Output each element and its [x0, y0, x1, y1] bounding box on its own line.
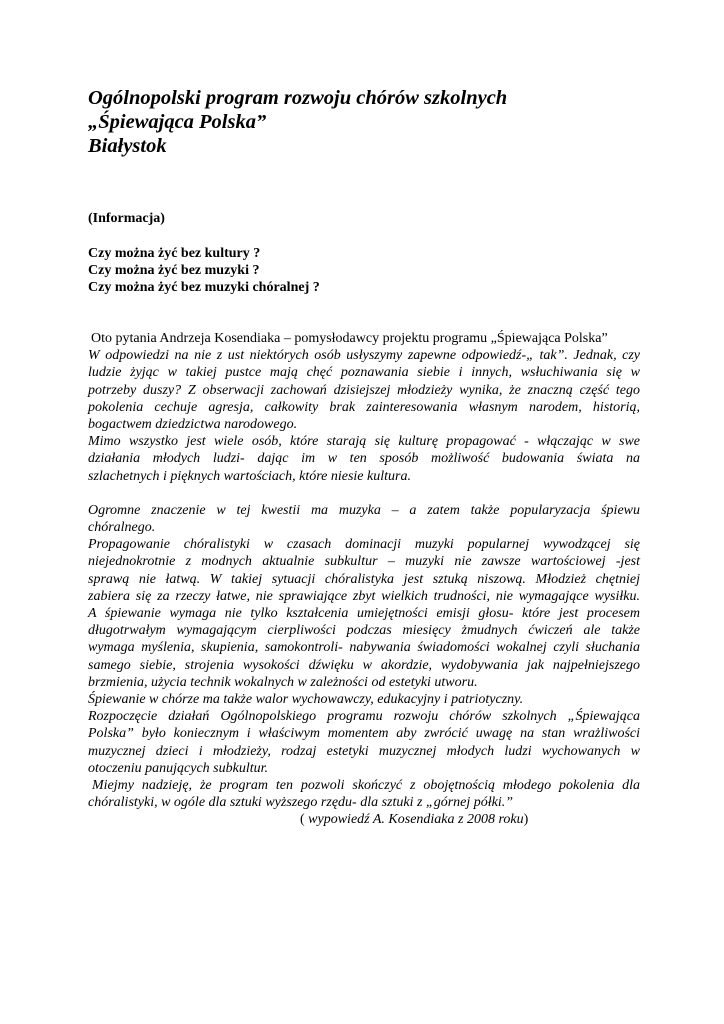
paragraph-line: Rozpoczęcie działań Ogólnopolskiego programu rozwoju chórów szkolnych „Śpiewająca	[88, 709, 640, 725]
paragraph-line: W odpowiedzi na nie z ust niektórych osób usłyszymy zapewne odpowiedź-„ tak”. Jednak, czy	[88, 348, 640, 364]
paragraph-line: pokolenia cechuje agresja, całkowity brak zainteresowania własnym narodem, historią,	[88, 399, 640, 415]
paragraph-line: Miejmy nadzieję, że program ten pozwoli skończyć z obojętnością młodego pokolenia dla	[92, 777, 640, 793]
question-culture: Czy można żyć bez kultury ?	[88, 246, 261, 261]
paragraph-line: bogactwem dziedzictwa narodowego.	[88, 416, 298, 432]
paragraph-line: brzmienia, użycia technik wokalnych w zależności od estetyki utworu.	[88, 674, 478, 690]
paragraph-line: A śpiewanie wymaga nie tylko kształcenia umiejętności emisji głosu- które jest procesem	[88, 606, 640, 621]
intro-line: Oto pytania Andrzeja Kosendiaka – pomysłodawcy projektu programu „Śpiewająca Polska”	[91, 331, 608, 346]
paragraph-line: ludzie żyjąc w takiej pustce mają chęć poznawania siebie i innych, wsłuchiwania się w	[88, 365, 640, 381]
paragraph-line: działania młodych ludzi- dając im w ten sposób możliwość budowania świata na	[88, 451, 640, 467]
paragraph-line: niejednokrotnie z modnych aktualnie subkultur – muzyki nie zawsze wartościowej -jest	[88, 554, 640, 570]
questions-list	[88, 245, 320, 296]
title-line-city: Białystok	[88, 135, 167, 157]
paragraph-1	[88, 347, 640, 485]
paragraph-line: potrzeby duszy? Z obserwacji zachowań dzisiejszej młodzieży wynika, że znaczną część tego	[88, 382, 640, 398]
paragraph-line: Ogromne znaczenie w tej kwestii ma muzyka – a zatem także popularyzacja śpiewu	[88, 502, 640, 518]
paragraph-line: chóralnego.	[88, 520, 156, 536]
signoff-open: (	[300, 812, 309, 828]
paragraph-line: Polska” było koniecznym i właściwym momentem aby zwrócić uwagę na stan wrażliwości	[88, 726, 640, 742]
paragraph-line: sprawą nie łatwą. W takiej sytuacji chóralistyka jest sztuką niszową. Młodzież chętniej	[88, 571, 640, 587]
paragraph-line: muzycznej dzieci i młodzieży, rodzaj estetyki muzycznej młodych ludzi wychowanych w	[88, 743, 640, 759]
paragraph-gap	[88, 485, 640, 502]
paragraph-line: chóralistyki, w ogóle dla sztuki wyższego rzędu- dla sztuki z „górnej półki.”	[88, 795, 514, 811]
signoff	[88, 811, 640, 828]
title-line-program: Ogólnopolski program rozwoju chórów szkolnych	[88, 87, 508, 109]
paragraph-line: Mimo wszystko jest wiele osób, które starają się kulturę propagować - włączając w swe	[88, 434, 640, 450]
signoff-close: )	[523, 812, 529, 828]
paragraph-line: wymaga myślenia, skupienia, samokontroli- nabywania świadomości wokalnej czyli słuchania	[88, 640, 640, 656]
paragraph-2	[88, 502, 640, 811]
paragraph-line: Śpiewanie w chórze ma także walor wychowawczy, edukacyjny i patriotyczny.	[88, 691, 524, 707]
paragraph-line: otoczeniu panujących subkultur.	[88, 760, 269, 776]
question-choral-music: Czy można żyć bez muzyki chóralnej ?	[88, 280, 320, 295]
paragraph-line: długotrwałym wymagającym cierpliwości podczas miesięcy żmudnych ćwiczeń ale także	[88, 623, 640, 639]
signoff-attribution: wypowiedź A. Kosendiaka z 2008 roku	[308, 812, 524, 828]
paragraph-line: samego siebie, strojenia wysokości dźwięku w akordzie, wydobywania jak najpełniejszego	[88, 657, 640, 673]
info-label: (Informacja)	[88, 211, 165, 226]
paragraph-line: Propagowanie chóralistyki w czasach dominacji muzyki popularnej wywodzącej się	[88, 537, 640, 553]
paragraph-line: szlachetnych i pięknych wartościach, które niesie kultura.	[88, 468, 411, 484]
document-title	[88, 86, 648, 158]
body-text	[88, 330, 640, 828]
title-line-name: „Śpiewająca Polska”	[88, 111, 267, 133]
question-music: Czy można żyć bez muzyki ?	[88, 263, 260, 278]
paragraph-line: zabiera się za rzeczy łatwe, nie sprawiające zbyt wielkich trudności, nie wymagające wysiłku.	[88, 588, 640, 604]
